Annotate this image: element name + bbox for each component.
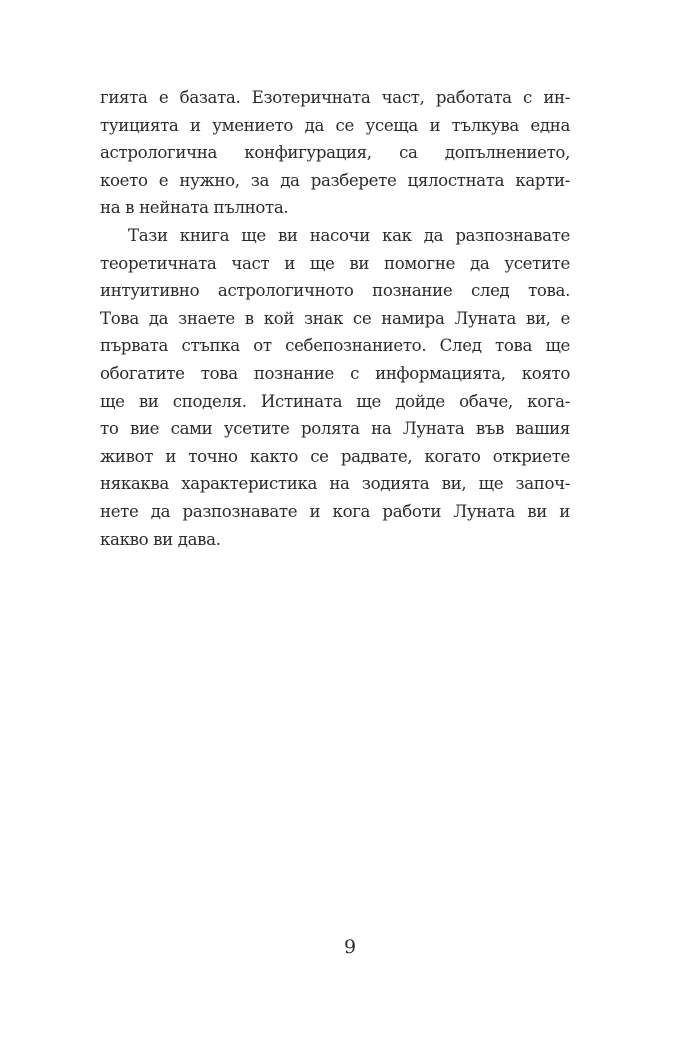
text-line: ще ви споделя. Истината ще дойде обаче, кога- bbox=[100, 391, 570, 411]
text-line: туицията и умението да се усеща и тълкува една bbox=[100, 115, 570, 135]
text-line: нете да разпознавате и кога работи Луната ви и bbox=[100, 501, 570, 521]
text-line: някаква характеристика на зодията ви, ще започ- bbox=[100, 474, 570, 494]
text-line: обогатите това познание с информацията, която bbox=[100, 363, 570, 383]
text-line: какво ви дава. bbox=[100, 529, 221, 549]
text-line: теоретичната част и ще ви помогне да усетите bbox=[100, 253, 570, 273]
text-line: Тази книга ще ви насочи как да разпознавате bbox=[128, 225, 570, 245]
text-line: астрологична конфигурация, са допълнението, bbox=[100, 143, 570, 163]
text-line: на в нейната пълнота. bbox=[100, 198, 289, 218]
text-line: интуитивно астрологичното познание след това. bbox=[100, 281, 570, 301]
text-line: първата стъпка от себепознанието. След това ще bbox=[100, 336, 570, 356]
text-line: живот и точно както се радвате, когато откриете bbox=[100, 446, 570, 466]
text-line: което е нужно, за да разберете цялостната карти- bbox=[100, 170, 570, 190]
text-line: Това да знаете в кой знак се намира Луната ви, е bbox=[100, 308, 570, 328]
body-text bbox=[100, 84, 570, 553]
text-line: гията е базата. Езотеричната част, работата с ин- bbox=[100, 88, 570, 107]
page-number: 9 bbox=[343, 936, 357, 958]
text-line: то вие сами усетите ролята на Луната във вашия bbox=[100, 419, 570, 439]
